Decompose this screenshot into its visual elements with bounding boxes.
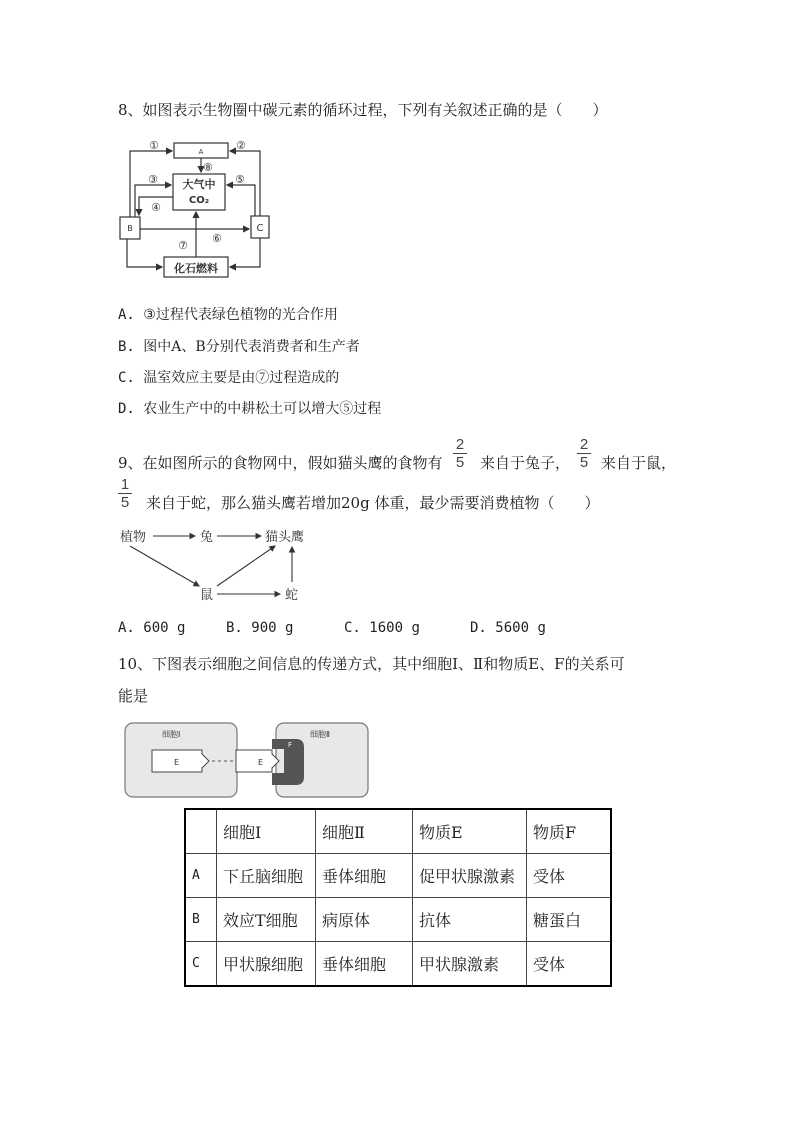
option-letter: D. (470, 620, 487, 636)
option-letter: A. (118, 620, 135, 636)
fraction-numerator: 2 (579, 436, 589, 453)
q9-option-a (118, 618, 185, 638)
table-cell: 促甲状腺激素 (413, 854, 527, 898)
molecule-e-1 (152, 750, 209, 772)
fraction-numerator: 1 (120, 476, 130, 493)
box-a-label: A (198, 148, 204, 156)
table-header-cell (185, 809, 217, 854)
q9-fraction-snake (118, 477, 132, 510)
carbon-cycle-diagram (115, 135, 275, 285)
q10-stem-line2: 能是 (118, 687, 149, 705)
label-1: ① (149, 139, 159, 152)
box-b-label: B (127, 224, 133, 233)
atmosphere-label-1: 大气中 (182, 178, 216, 191)
option-text: 5600 g (495, 620, 546, 636)
q8-option-d (118, 399, 381, 419)
table-cell: 效应T细胞 (217, 898, 316, 942)
option-letter: C. (344, 620, 361, 636)
option-text: ③过程代表绿色植物的光合作用 (143, 307, 338, 323)
node-snake: 蛇 (285, 588, 299, 603)
option-text: 农业生产中的中耕松土可以增大⑤过程 (143, 401, 382, 417)
table-cell: 垂体细胞 (316, 942, 413, 987)
table-cell: 甲状腺激素 (413, 942, 527, 987)
option-text: 600 g (143, 620, 186, 636)
option-letter: B. (226, 620, 243, 636)
node-mouse: 鼠 (200, 588, 214, 603)
table-header-cell: 细胞Ⅱ (316, 809, 413, 854)
label-3: ③ (148, 173, 158, 186)
label-8: ⑧ (203, 161, 213, 174)
table-cell: 糖蛋白 (527, 898, 612, 942)
q9-option-d (470, 618, 546, 638)
label-2: ② (236, 139, 246, 152)
q8-option-c (118, 368, 339, 388)
option-letter: D. (118, 401, 135, 417)
q9-stem-part1: 9、在如图所示的食物网中，假如猫头鹰的食物有 (118, 454, 443, 472)
q8-option-a (118, 305, 338, 325)
q9-option-b (226, 618, 293, 638)
option-text: 900 g (251, 620, 294, 636)
option-letter: C. (118, 370, 135, 386)
table-cell: 受体 (527, 854, 612, 898)
table-cell: A (185, 854, 217, 898)
fraction-denominator: 5 (455, 454, 465, 471)
table-row (185, 898, 611, 942)
table-cell: C (185, 942, 217, 987)
option-letter: A. (118, 307, 135, 323)
cell-signal-figure (122, 719, 372, 801)
q9-fraction-mouse (577, 437, 591, 470)
node-plant: 植物 (120, 530, 147, 545)
q10-stem-line1: 10、下图表示细胞之间信息的传递方式，其中细胞Ⅰ、Ⅱ和物质E、F的关系可 (118, 655, 625, 673)
table-cell: 病原体 (316, 898, 413, 942)
e1-label: E (174, 758, 180, 767)
table-cell: 受体 (527, 942, 612, 987)
food-web-diagram (115, 522, 315, 604)
fossil-label: 化石燃料 (174, 262, 218, 275)
q8-option-b (118, 337, 360, 357)
q9-stem-part4: 来自于蛇，那么猫头鹰若增加20g 体重，最少需要消费植物（ ） (146, 494, 600, 512)
q9-fraction-rabbit (453, 437, 467, 470)
option-text: 温室效应主要是由⑦过程造成的 (143, 370, 340, 386)
label-4: ④ (151, 201, 161, 214)
e2-label: E (258, 758, 264, 767)
q9-stem-part2: 来自于兔子， (480, 454, 571, 472)
node-rabbit: 兔 (200, 530, 214, 545)
table-row (185, 854, 611, 898)
table-cell: 下丘脑细胞 (217, 854, 316, 898)
fraction-denominator: 5 (120, 494, 130, 511)
table-cell: 抗体 (413, 898, 527, 942)
table-header-cell: 物质F (527, 809, 612, 854)
label-5: ⑤ (235, 173, 245, 186)
table-header-cell: 物质E (413, 809, 527, 854)
option-text: 图中A、B分别代表消费者和生产者 (143, 339, 360, 355)
box-c-label: C (256, 223, 264, 234)
table-cell: 甲状腺细胞 (217, 942, 316, 987)
q8-stem: 8、如图表示生物圈中碳元素的循环过程，下列有关叙述正确的是（ ） (118, 101, 608, 119)
label-7: ⑦ (178, 239, 188, 252)
q9-option-c (344, 618, 420, 638)
option-letter: B. (118, 339, 135, 355)
table-header-row (185, 809, 611, 854)
table-cell: 垂体细胞 (316, 854, 413, 898)
table-header-cell: 细胞Ⅰ (217, 809, 316, 854)
table-row (185, 942, 611, 987)
table-cell: B (185, 898, 217, 942)
node-owl: 猫头鹰 (265, 530, 305, 545)
label-6: ⑥ (212, 232, 222, 245)
q9-stem-part3: 来自于鼠， (601, 454, 677, 472)
fraction-numerator: 2 (455, 436, 465, 453)
cell-2-label: 细胞Ⅱ (310, 730, 330, 739)
f-label: F (288, 741, 293, 749)
fraction-denominator: 5 (579, 454, 589, 471)
cell-1-label: 细胞Ⅰ (162, 730, 181, 739)
atmosphere-label-2: CO₂ (188, 195, 210, 206)
option-text: 1600 g (369, 620, 420, 636)
q10-answer-table (184, 808, 612, 987)
